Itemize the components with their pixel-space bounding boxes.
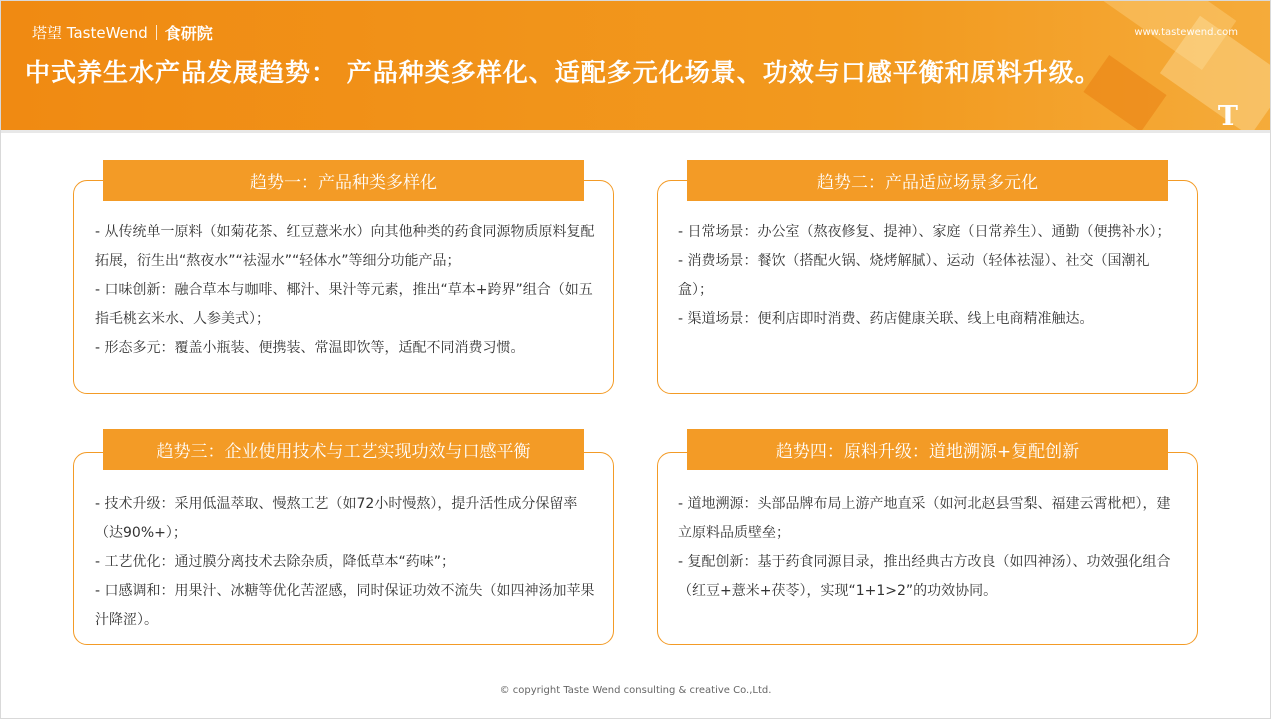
trend-card-1-heading: 趋势一：产品种类多样化 bbox=[103, 160, 584, 201]
trend-card-2-body bbox=[678, 218, 1178, 334]
trend-card-1-body bbox=[95, 218, 595, 363]
trend-card-2-heading: 趋势二：产品适应场景多元化 bbox=[687, 160, 1168, 201]
t-logo-icon: T bbox=[1217, 101, 1238, 130]
trend-line: - 口感调和：用果汁、冰糖等优化苦涩感，同时保证功效不流失（如四神汤加苹果汁降涩）。 bbox=[95, 583, 595, 628]
trend-card-3-heading: 趋势三：企业使用技术与工艺实现功效与口感平衡 bbox=[103, 429, 584, 470]
trend-line: - 形态多元：覆盖小瓶装、便携装、常温即饮等，适配不同消费习惯。 bbox=[95, 340, 525, 356]
trend-line: - 技术升级：采用低温萃取、慢熬工艺（如72小时慢熬），提升活性成分保留率（达90%+）； bbox=[95, 496, 578, 541]
copyright-footer: © copyright Taste Wend consulting & creative Co.,Ltd. bbox=[499, 685, 772, 696]
trend-line: - 工艺优化：通过膜分离技术去除杂质，降低草本“药味”； bbox=[95, 554, 456, 570]
brand-divider bbox=[156, 25, 157, 40]
website-url: www.tastewend.com bbox=[1134, 27, 1238, 38]
trend-line: - 口味创新：融合草本与咖啡、椰汁、果汁等元素，推出“草本+跨界”组合（如五指毛桃玄米水、人参美式）； bbox=[95, 282, 593, 327]
page-title: 中式养生水产品发展趋势： 产品种类多样化、适配多元化场景、功效与口感平衡和原料升级。 bbox=[25, 58, 1101, 87]
header-divider bbox=[1, 130, 1270, 133]
trend-card-4-body bbox=[678, 490, 1178, 606]
brand-logo bbox=[32, 21, 213, 44]
trend-line: - 道地溯源：头部品牌布局上游产地直采（如河北赵县雪梨、福建云霄枇杷），建立原料品质壁垒； bbox=[678, 496, 1171, 541]
brand-subname: 食研院 bbox=[164, 24, 213, 43]
trend-line: - 消费场景：餐饮（搭配火锅、烧烤解腻）、运动（轻体祛湿）、社交（国潮礼盒）； bbox=[678, 253, 1150, 298]
trend-card-3-body bbox=[95, 490, 595, 635]
trend-line: - 渠道场景：便利店即时消费、药店健康关联、线上电商精准触达。 bbox=[678, 311, 1094, 327]
trend-line: - 复配创新：基于药食同源目录，推出经典古方改良（如四神汤）、功效强化组合（红豆+薏米+茯苓），实现“1+1>2”的功效协同。 bbox=[678, 554, 1171, 599]
trend-line: - 从传统单一原料（如菊花茶、红豆薏米水）向其他种类的药食同源物质原料复配拓展，衍生出“熬夜水”“祛湿水”“轻体水”等细分功能产品； bbox=[95, 224, 595, 269]
trend-line: - 日常场景：办公室（熬夜修复、提神）、家庭（日常养生）、通勤（便携补水）； bbox=[678, 224, 1171, 240]
trend-card-4-heading: 趋势四：原料升级：道地溯源+复配创新 bbox=[687, 429, 1168, 470]
header-banner bbox=[1, 1, 1270, 130]
brand-name: 塔望 TasteWend bbox=[32, 24, 148, 42]
